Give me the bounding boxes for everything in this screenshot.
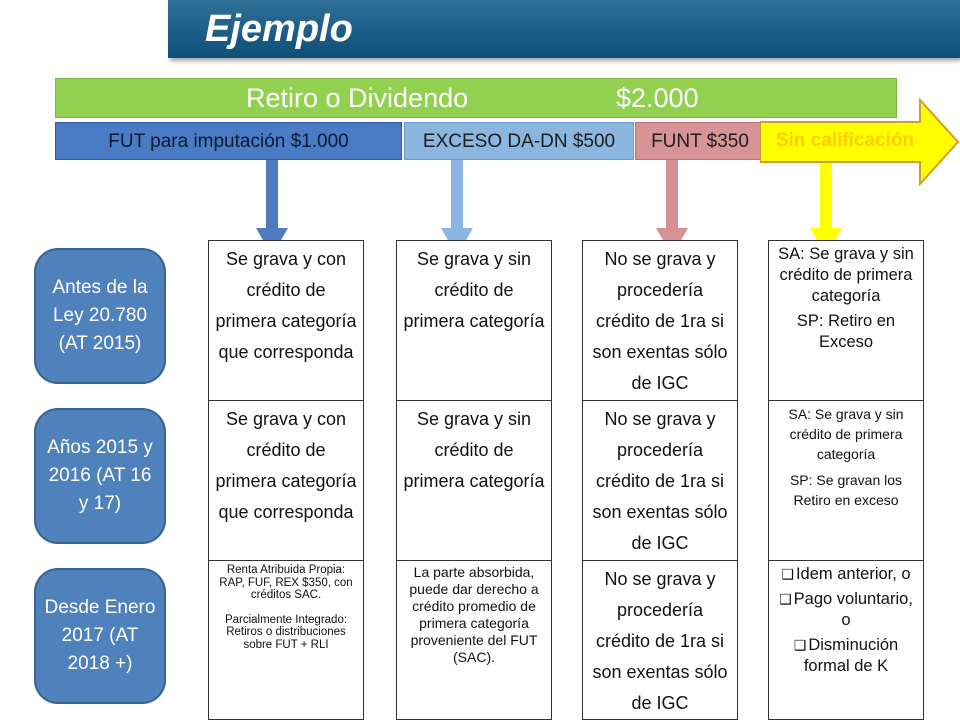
cell-text: Se grava y sin crédito de primera categoría (403, 249, 545, 331)
list-item-text: Pago voluntario, o (793, 590, 913, 629)
cell-r2-exceso (396, 400, 552, 561)
cell-text-sa: SA: Se grava y sin crédito de primera categoría (788, 406, 904, 462)
checkbox-icon: ❑ (779, 591, 792, 607)
checkbox-icon: ❑ (793, 637, 807, 653)
cell-r2-funt (582, 400, 738, 561)
cell-r1-funt (582, 240, 738, 401)
cell-text: No se grava y procedería crédito de 1ra si son exentas sólo de IGC (592, 249, 728, 393)
row-label-anos-2015-2016: Años 2015 y 2016 (AT 16 y 17) (34, 408, 166, 544)
retiro-dividendo-amount: $2.000 (616, 83, 699, 113)
cell-r3-sin-calificacion (768, 560, 924, 720)
cell-text: Se grava y sin crédito de primera categoría (403, 409, 545, 491)
list-item (775, 589, 917, 631)
category-sin-calificacion: Sin calificación (775, 130, 915, 151)
category-exceso: EXCESO DA-DN $500 (404, 122, 634, 160)
cell-r3-funt (582, 560, 738, 720)
cell-text-sp: SP: Se gravan los Retiro en exceso (789, 472, 903, 508)
cell-text-sa: SA: Se grava y sin crédito de primera categoría (778, 245, 914, 305)
cell-r3-fut (208, 560, 364, 720)
cell-r1-fut (208, 240, 364, 401)
row-label-antes-ley: Antes de la Ley 20.780 (AT 2015) (34, 248, 166, 384)
cell-text-parcial: Parcialmente Integrado: Retiros o distribuciones sobre FUT + RLI (224, 613, 348, 651)
list-item-text: Disminución formal de K (803, 636, 899, 675)
cell-r3-exceso (396, 560, 552, 720)
cell-r1-sin-calificacion (768, 240, 924, 401)
cell-r1-exceso (396, 240, 552, 401)
row-label-desde-2017: Desde Enero 2017 (AT 2018 +) (34, 568, 166, 704)
retiro-dividendo-label: Retiro o Dividendo (246, 83, 469, 113)
cell-text: Se grava y con crédito de primera categoría que corresponda (215, 409, 357, 522)
cell-text-rap: Renta Atribuida Propia: RAP, FUF, REX $350, con créditos SAC. (219, 564, 353, 601)
checkbox-icon: ❑ (781, 566, 794, 582)
page-title: Ejemplo (205, 8, 353, 50)
category-funt: FUNT $350 (635, 122, 765, 160)
cell-text: No se grava y procedería crédito de 1ra si son exentas sólo de IGC (592, 409, 728, 553)
cell-text: No se grava y procedería crédito de 1ra si son exentas sólo de IGC (592, 569, 728, 713)
cell-text: La parte absorbida, puede dar derecho a crédito promedio de primera categoría proveniente del FUT (SAC). (409, 564, 539, 665)
list-item (775, 635, 917, 677)
cell-text-sp: SP: Retiro en Exceso (796, 312, 896, 351)
list-item (781, 564, 910, 585)
cell-text: Se grava y con crédito de primera categoría que corresponda (215, 249, 357, 362)
cell-r2-fut (208, 400, 364, 561)
category-fut: FUT para imputación $1.000 (55, 122, 402, 160)
cell-r2-sin-calificacion (768, 400, 924, 561)
list-item-text: Idem anterior, o (795, 565, 911, 583)
